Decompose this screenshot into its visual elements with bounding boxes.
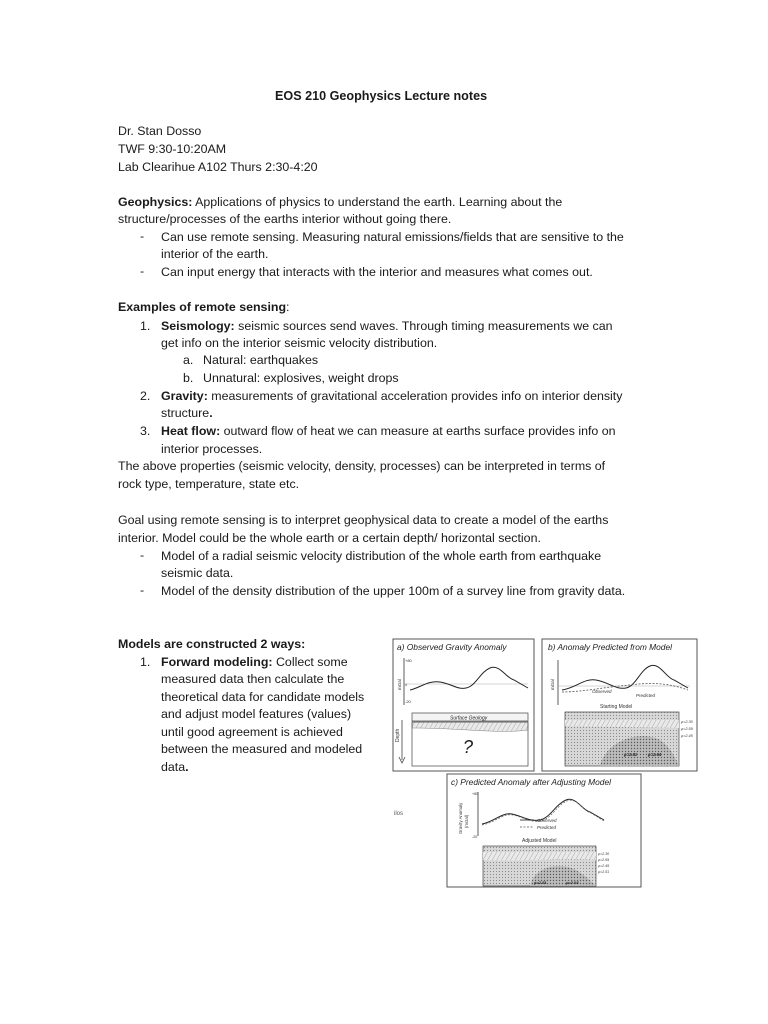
panel-c-density-5: ρ=2.81 <box>534 880 547 885</box>
models-heading: Models are constructed 2 ways: <box>118 637 306 651</box>
bullet-dash: - <box>140 264 145 278</box>
forward-modeling-text-4: and adjust model features (values) <box>161 707 352 721</box>
forward-modeling-text-2: measured data then calculate the <box>161 672 345 686</box>
panel-b-density-2: ρ=2.59 <box>681 727 693 731</box>
panel-a-title: a) Observed Gravity Anomaly <box>397 642 507 652</box>
panel-b-density-1: ρ=2.30 <box>681 720 693 724</box>
forward-modeling-text-3: theoretical data for candidate models <box>161 690 365 704</box>
schedule: TWF 9:30-10:20AM <box>118 142 227 156</box>
list-number: 2. <box>140 389 151 403</box>
heat-flow-term: Heat flow: <box>161 424 221 438</box>
forward-modeling-text-7b: . <box>185 760 189 774</box>
panel-c-ylabel-2: (mGal) <box>464 814 469 828</box>
panel-c-ylabel-1: Gravity Anomaly <box>458 802 463 834</box>
goal-bullet-2: Model of the density distribution of the upper 100m of a survey line from gravity data. <box>161 584 626 598</box>
panel-c-tick-bot: -20 <box>472 835 478 839</box>
list-number: 1. <box>140 319 151 333</box>
lab-info: Lab Clearihue A102 Thurs 2:30-4:20 <box>118 160 318 174</box>
bullet-dash: - <box>140 229 145 243</box>
panel-c-density-4: ρ=2.51 <box>598 870 610 874</box>
remote-heading-text: Examples of remote sensing <box>118 300 287 314</box>
panel-b-density-3: ρ=2.45 <box>681 734 693 738</box>
heat-flow-text-1: outward flow of heat we can measure at earths surface provides info on <box>220 424 616 438</box>
panel-a-observed-gravity <box>393 639 534 771</box>
sub-label-b: b. <box>183 371 194 385</box>
geophysics-def-2: structure/processes of the earths interior without going there. <box>118 212 452 226</box>
panel-b-ylabel: mGal <box>550 679 555 690</box>
page-title: EOS 210 Geophysics Lecture notes <box>275 89 488 103</box>
sub-item-natural: Natural: earthquakes <box>203 353 319 367</box>
list-number: 3. <box>140 424 151 438</box>
panel-b-title: b) Anomaly Predicted from Model <box>548 642 672 652</box>
gravity-text-2a: structure <box>161 406 210 420</box>
seismology-text-2: get info on the interior seismic velocity distribution. <box>161 336 438 350</box>
goal-bullet-1: Model of a radial seismic velocity distribution of the whole earth from earthquake <box>161 549 602 563</box>
geophysics-def-1: Applications of physics to understand the earth. Learning about the <box>192 195 563 209</box>
panel-b-density-4: ρ=2.81 <box>624 752 638 757</box>
side-text-fragment: ilos <box>394 811 404 817</box>
sub-label-a: a. <box>183 353 194 367</box>
panel-b-anomaly-predicted <box>542 639 697 771</box>
panel-c-predicted-after-adjusting <box>447 774 641 887</box>
panel-b-observed-label: Observed <box>592 689 612 694</box>
panel-c-adjusted-label: Adjusted Model <box>522 838 557 844</box>
properties-text-2: rock type, temperature, state etc. <box>118 477 300 491</box>
forward-modeling-text-6: between the measured and modeled <box>161 742 363 756</box>
panel-c-observed-label: Observed <box>537 818 557 823</box>
gravity-term: Gravity: <box>161 389 208 403</box>
panel-b-starting-label: Starting Model <box>600 704 633 710</box>
gravity-text-2b: . <box>209 406 213 420</box>
remote-heading-colon: : <box>286 300 290 314</box>
bullet-dash: - <box>140 583 145 597</box>
panel-c-density-1: ρ=2.30 <box>598 852 610 856</box>
panel-c-predicted-label: Predicted <box>537 825 557 830</box>
panel-c-tick-top: +80 <box>472 792 479 796</box>
panel-a-depth-label: Depth <box>395 728 401 742</box>
bullet-1-text-a: Can use remote sensing <box>161 230 296 244</box>
goal-bullet-1-cont: seismic data. <box>161 566 234 580</box>
goal-text-2: interior. Model could be the whole earth or a certain depth/ horizontal section. <box>118 531 541 545</box>
geophysics-bullet-2: Can input energy that interacts with the interior and measures what comes out. <box>161 265 593 279</box>
geophysics-term: Geophysics: <box>118 195 193 209</box>
heat-flow-text-2: interior processes. <box>161 442 263 456</box>
bullet-1-text-b: . Measuring natural emissions/fields that are sensitive to the <box>295 230 624 244</box>
geophysics-bullet-1-cont: interior of the earth. <box>161 247 269 261</box>
bullet-dash: - <box>140 548 145 562</box>
list-number: 1. <box>140 655 151 669</box>
forward-modeling-text-1: Collect some <box>272 655 348 669</box>
panel-a-ylabel: mGal <box>397 679 402 690</box>
panel-c-title: c) Predicted Anomaly after Adjusting Model <box>451 777 611 787</box>
panel-a-question-mark: ? <box>463 737 474 757</box>
properties-text-1: The above properties (seismic velocity, density, processes) can be interpreted in terms of <box>118 459 606 473</box>
panel-c-density-6: ρ=2.64 <box>566 880 579 885</box>
panel-c-density-3: ρ=2.45 <box>598 864 610 868</box>
panel-b-density-5: ρ=2.64 <box>648 752 662 757</box>
panel-a-surface-label: Surface Geology <box>450 715 488 722</box>
seismology-term: Seismology: <box>161 319 235 333</box>
forward-modeling-text-7a: data <box>161 760 186 774</box>
sub-item-unnatural: Unnatural: explosives, weight drops <box>203 371 399 385</box>
gravity-text-1: measurements of gravitational acceleration provides info on interior density <box>207 389 623 403</box>
seismology-text-1: seismic sources send waves. Through timing measurements we can <box>234 319 613 333</box>
panel-a-tick-bot: -20 <box>405 699 411 704</box>
panel-b-predicted-label: Predicted <box>636 693 656 698</box>
forward-modeling-term: Forward modeling: <box>161 655 273 669</box>
instructor: Dr. Stan Dosso <box>118 124 202 138</box>
panel-c-density-2: ρ=2.59 <box>598 858 610 862</box>
goal-text-1: Goal using remote sensing is to interpret geophysical data to create a model of the earths <box>118 513 609 527</box>
forward-modeling-text-5: until good agreement is achieved <box>161 725 343 739</box>
panel-c-layer-1 <box>483 852 596 861</box>
panel-a-tick-top: +80 <box>405 658 412 663</box>
panel-a-tick-zero: 0 <box>405 682 408 687</box>
